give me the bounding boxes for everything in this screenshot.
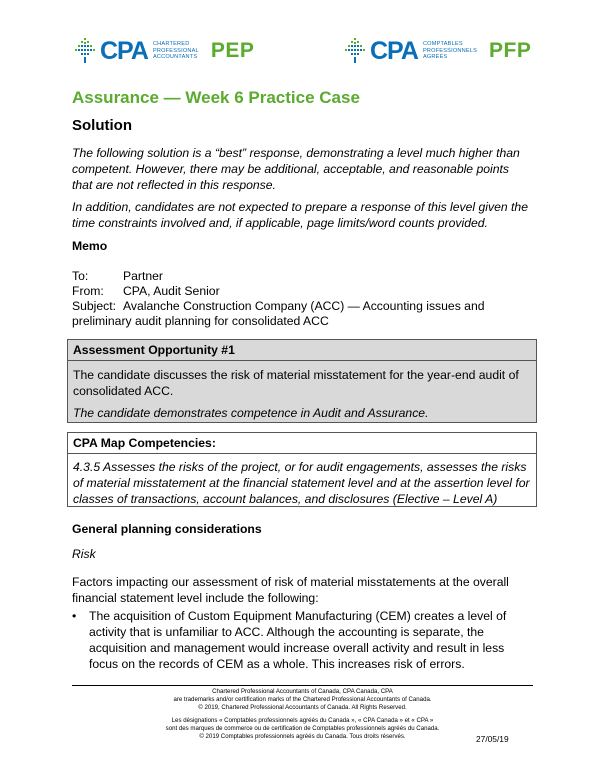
ao-text: The candidate discusses the risk of material misstatement for the year-end audit of consolidated ACC. xyxy=(73,368,519,398)
intro-paragraph-1: The following solution is a “best” response, demonstrating a level much higher than competent. However, there may be additional, acceptable, and reasonable points that are not reflected in this response. xyxy=(72,146,520,192)
memo-subject-row xyxy=(72,298,485,314)
memo-from-label: From: xyxy=(72,284,104,298)
list-item xyxy=(72,608,532,672)
risk-heading: Risk xyxy=(72,547,96,561)
cpa-wordmark: CPA xyxy=(100,36,148,65)
general-planning-heading: General planning considerations xyxy=(72,522,262,536)
footer-english: Chartered Professional Accountants of Canada, CPA Canada, CPA are trademarks and/or certification marks of the Chartered Professional Accountants of Canada. © 2019, Chartered Professional Accountants of Canada. All Rights Reserved. xyxy=(173,688,432,711)
solution-heading: Solution xyxy=(72,117,132,134)
memo-subject-value: Avalanche Construction Company (ACC) — Accounting issues and xyxy=(123,299,485,313)
cpa-map-box xyxy=(67,432,537,507)
footer-divider xyxy=(72,685,533,686)
memo-to-value: Partner xyxy=(123,269,163,283)
cpa-subtitle: CHARTERED PROFESSIONAL ACCOUNTANTS xyxy=(152,41,199,61)
bullet-icon: • xyxy=(72,609,77,623)
factors-paragraph: Factors impacting our assessment of risk of material misstatements at the overall financial statement level include the following: xyxy=(72,575,509,605)
memo-subject-continued: preliminary audit planning for consolidated ACC xyxy=(72,314,329,328)
map-heading: CPA Map Competencies: xyxy=(68,433,536,454)
assessment-opportunity-box xyxy=(67,339,537,423)
page-title: Assurance — Week 6 Practice Case xyxy=(72,88,360,107)
cpa-logo-english xyxy=(72,36,254,66)
memo-from-value: CPA, Audit Senior xyxy=(123,284,220,298)
maple-leaf-icon xyxy=(72,36,98,66)
ao-competence: The candidate demonstrates competence in Audit and Assurance. xyxy=(73,406,429,420)
cpa-logo-french xyxy=(342,36,531,66)
bullet-text: The acquisition of Custom Equipment Manufacturing (CEM) creates a level of activity that is unfamiliar to ACC. Although the accounting is separate, the acquisition and management would increase overall activity and result in less focus on the records of CEM as a whole. This increases risk of errors. xyxy=(89,609,507,671)
footer-date: 27/05/19 xyxy=(476,734,509,744)
memo-to-label: To: xyxy=(72,269,89,283)
program-label: PEP xyxy=(210,39,255,62)
footer-french: Les désignations « Comptables professionnels agréés du Canada », « CPA Canada » et « CPA » sont des marques de commerce ou de certification de Comptables professionnels agréés du Canada. © 2019 Comptables professionnels agréés du Canada. Tous droits réservés. xyxy=(165,717,440,740)
cpa-subtitle: COMPTABLES PROFESSIONNELS AGRÉÉS xyxy=(422,41,478,61)
intro-paragraph-2: In addition, candidates are not expected to prepare a response of this level given the time constraints involved and, if applicable, page limits/word counts provided. xyxy=(72,200,528,230)
map-text: 4.3.5 Assesses the risks of the project, or for audit engagements, assesses the risks of material misstatement at the financial statement level and at the assertion level for classes of transactions, account balances, and disclosures (Elective – Level A) xyxy=(73,460,530,506)
memo-from-row xyxy=(72,283,220,299)
memo-subject-label: Subject: xyxy=(72,299,117,313)
program-label: PFP xyxy=(489,39,532,62)
memo-to-row xyxy=(72,268,163,284)
memo-heading: Memo xyxy=(72,239,108,253)
cpa-wordmark: CPA xyxy=(370,36,418,65)
maple-leaf-icon xyxy=(342,36,368,66)
ao-heading: Assessment Opportunity #1 xyxy=(68,340,536,361)
